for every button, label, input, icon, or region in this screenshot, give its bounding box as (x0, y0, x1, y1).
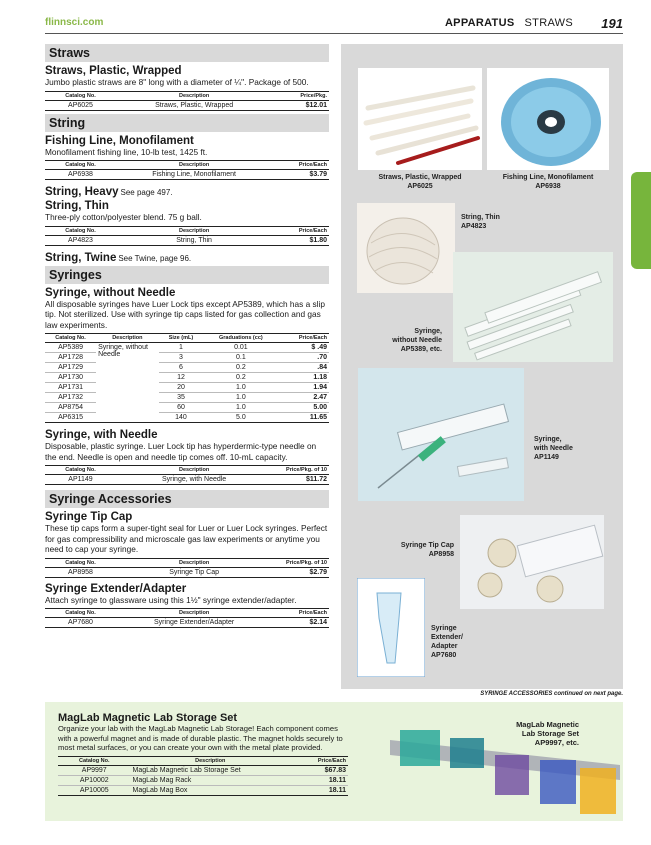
col-header: Catalog No. (45, 334, 96, 343)
price-table-thin (45, 226, 329, 246)
graduations: 1.0 (203, 403, 278, 413)
table-row (45, 235, 329, 245)
caption-line: AP8958 (428, 551, 454, 558)
price: $ .49 (278, 343, 329, 353)
product-title: Syringe, with Needle (45, 429, 158, 441)
description: Fishing Line, Monofilament (116, 170, 272, 180)
fishing-line-photo (487, 68, 609, 170)
caption-line: AP1149 (534, 454, 559, 461)
description: Syringe, with Needle (116, 475, 272, 485)
table-row (45, 100, 329, 110)
price: 5.00 (278, 403, 329, 413)
catalog-no: AP1149 (45, 475, 116, 485)
col-header: Catalog No. (58, 756, 131, 765)
col-header: Price/Each (272, 226, 329, 235)
caption-line: AP7680 (431, 652, 457, 659)
description: MagLab Mag Rack (131, 775, 291, 785)
col-header: Catalog No. (45, 226, 116, 235)
price-table-extender (45, 608, 329, 628)
price: 11.65 (278, 413, 329, 423)
col-header: Catalog No. (45, 609, 116, 618)
col-header: Description (116, 466, 272, 475)
price: $2.14 (272, 618, 329, 628)
size: 6 (159, 363, 204, 373)
catalog-no: AP10002 (58, 775, 131, 785)
product-desc: Attach syringe to glassware using this 1½" syringe extender/adapter. (45, 594, 297, 605)
syringes-without-needle-photo (453, 252, 613, 362)
graduations: 5.0 (203, 413, 278, 423)
table-row (45, 403, 329, 413)
maglab-box (45, 702, 623, 821)
table-row (45, 373, 329, 383)
product-title: Straws, Plastic, Wrapped (45, 65, 182, 77)
graduations: 0.2 (203, 373, 278, 383)
col-header: Description (116, 226, 272, 235)
section-tab (631, 172, 651, 269)
left-column (45, 44, 329, 631)
graduations: 0.01 (203, 343, 278, 353)
price: .70 (278, 353, 329, 363)
size: 1 (159, 343, 204, 353)
table-row (45, 353, 329, 363)
price: $67.83 (290, 765, 348, 775)
price-table-tipcap (45, 558, 329, 578)
catalog-no: AP9997 (58, 765, 131, 775)
product-desc: Three-ply cotton/polyester blend. 75 g ball. (45, 212, 202, 222)
table-row (58, 765, 348, 775)
caption-line: Straws, Plastic, Wrapped (378, 174, 462, 181)
caption-syringe-w (534, 435, 573, 462)
price: 18.11 (290, 775, 348, 785)
catalog-no: AP1728 (45, 353, 96, 363)
description: String, Thin (116, 235, 272, 245)
product-desc: Monofilament fishing line, 10-lb test, 1425 ft. (45, 146, 208, 157)
syringe-with-needle-photo (358, 368, 524, 501)
caption-line: AP6025 (407, 183, 433, 190)
col-header: Price/Each (272, 609, 329, 618)
section-bar-straws: Straws (45, 44, 329, 62)
product-title-twine (45, 252, 329, 264)
product-title: String, Thin (45, 200, 109, 212)
caption-line: Syringe Tip Cap (400, 542, 454, 549)
catalog-no: AP6938 (45, 170, 116, 180)
col-header: Price/Each (290, 756, 348, 765)
size: 12 (159, 373, 204, 383)
price: $1.80 (272, 235, 329, 245)
description: Straws, Plastic, Wrapped (116, 100, 272, 110)
col-header: Price/Each (272, 161, 329, 170)
caption-extender (431, 624, 463, 660)
graduations: 0.2 (203, 363, 278, 373)
straws-photo (358, 68, 482, 170)
header-category (445, 17, 573, 29)
col-header: Catalog No. (45, 161, 116, 170)
string-thin-photo (357, 203, 455, 293)
caption-line: AP5389, etc. (400, 346, 442, 353)
caption-fishing (487, 173, 609, 191)
caption-line: String, Thin (461, 214, 500, 221)
caption-line: Syringe, (414, 328, 442, 335)
graduations: 1.0 (203, 393, 278, 403)
col-header: Graduations (cc) (203, 334, 278, 343)
col-header: Description (131, 756, 291, 765)
caption-straws (358, 173, 482, 191)
caption-line: with Needle (534, 445, 573, 452)
price: 2.47 (278, 393, 329, 403)
price-table-straws (45, 91, 329, 111)
product-title: Fishing Line, Monofilament (45, 134, 194, 147)
table-row (45, 393, 329, 403)
section-bar-string: String (45, 114, 329, 132)
subcategory-label: STRAWS (524, 17, 573, 29)
category-label: APPARATUS (444, 17, 515, 29)
col-header: Price/Pkg. of 10 (272, 466, 329, 475)
price: $3.79 (272, 170, 329, 180)
price: 18.11 (290, 785, 348, 795)
caption-maglab (503, 720, 579, 747)
price-table-needle (45, 465, 329, 485)
price-table-maglab (58, 756, 348, 796)
see-ref: See page 497. (120, 188, 173, 197)
size: 35 (159, 393, 204, 403)
col-header: Description (116, 609, 272, 618)
catalog-no: AP8754 (45, 403, 96, 413)
tip-cap-photo (460, 515, 604, 609)
col-header: Description (96, 334, 158, 343)
product-desc: These tip caps form a super-tight seal for Luer or Luer Lock syringes. Perfect for gas compressibility and microscale gas law experiments or anytime you need to cap your syringe. (45, 523, 328, 554)
size: 60 (159, 403, 204, 413)
description: MagLab Mag Box (131, 785, 291, 795)
heavy-title: String, Heavy (45, 186, 119, 198)
caption-line: AP6938 (535, 183, 561, 190)
catalog-no: AP1732 (45, 393, 96, 403)
catalog-no: AP6025 (45, 100, 116, 110)
size: 20 (159, 383, 204, 393)
caption-line: Lab Storage Set (521, 729, 579, 738)
caption-line: without Needle (392, 337, 442, 344)
col-header: Price/Pkg. of 10 (272, 558, 329, 567)
description: MagLab Magnetic Lab Storage Set (131, 765, 291, 775)
caption-line: AP4823 (461, 223, 487, 230)
page-number: 191 (601, 16, 623, 31)
catalog-no: AP1730 (45, 373, 96, 383)
table-row (45, 618, 329, 628)
product-desc: Organize your lab with the MagLab Magnetic Lab Storage! Each component comes with a powerful magnet and is made of durable plastic. The magnet holds securely to most metal surfaces, or you can create your own with the metal plate provided. (58, 724, 343, 752)
product-desc: All disposable syringes have Luer Lock tips except AP5389, which has a slip tip. Not sterilized. Use with syringe tip caps listed for gas collection and gas law experiments. (45, 298, 325, 330)
extender-photo (357, 578, 425, 677)
caption-tipcap (390, 541, 454, 559)
description: Syringe Extender/Adapter (116, 618, 272, 628)
caption-line: MagLab Magnetic (516, 720, 579, 729)
catalog-no: AP1729 (45, 363, 96, 373)
size: 140 (159, 413, 204, 423)
col-header: Description (116, 91, 272, 100)
graduations: 0.1 (203, 353, 278, 363)
section-bar-accessories: Syringe Accessories (45, 490, 329, 508)
price: 1.94 (278, 383, 329, 393)
price: $12.01 (272, 100, 329, 110)
table-row (45, 567, 329, 577)
catalog-no: AP5389 (45, 343, 96, 353)
product-desc: Disposable, plastic syringe. Luer Lock tip has hyperdermic-type needle on the end. Needle is open and needle tip comes off. 10-mL capacity. (45, 441, 317, 462)
description: Syringe Tip Cap (116, 567, 272, 577)
description: Syringe, without Needle (96, 343, 158, 423)
table-row (58, 785, 348, 795)
table-row (45, 383, 329, 393)
col-header: Catalog No. (45, 558, 116, 567)
col-header: Description (116, 558, 272, 567)
see-ref: See Twine, page 96. (118, 253, 192, 263)
table-row (45, 363, 329, 373)
product-title: MagLab Magnetic Lab Storage Set (58, 712, 238, 724)
catalog-no: AP1731 (45, 383, 96, 393)
price-table-syringes (45, 333, 329, 423)
twine-title: String, Twine (45, 251, 117, 264)
col-header: Size (mL) (159, 334, 204, 343)
catalog-no: AP6315 (45, 413, 96, 423)
table-row (45, 413, 329, 423)
table-row (58, 775, 348, 785)
caption-line: Extender/ (431, 634, 463, 641)
caption-line: Syringe (431, 625, 457, 632)
caption-line: AP9997, etc. (534, 738, 579, 747)
page-header (0, 0, 651, 34)
col-header: Description (116, 161, 272, 170)
caption-line: Syringe, (534, 436, 562, 443)
catalog-no: AP4823 (45, 235, 116, 245)
price: $11.72 (272, 475, 329, 485)
product-desc: Jumbo plastic straws are 8" long with a diameter of ¼". Package of 500. (45, 77, 309, 87)
table-row (45, 170, 329, 180)
continued-note: SYRINGE ACCESSORIES continued on next page. (480, 691, 623, 697)
catalog-no: AP7680 (45, 618, 116, 628)
product-title-heavy (45, 186, 329, 198)
graduations: 1.0 (203, 383, 278, 393)
catalog-no: AP10005 (58, 785, 131, 795)
header-rule (45, 33, 623, 34)
col-header: Catalog No. (45, 91, 116, 100)
table-row (45, 475, 329, 485)
site-url[interactable]: flinnsci.com (45, 17, 104, 28)
col-header: Price/Each (278, 334, 329, 343)
col-header: Catalog No. (45, 466, 116, 475)
product-title: Syringe Tip Cap (45, 511, 133, 523)
maglab-text (58, 710, 348, 799)
price: $2.79 (272, 567, 329, 577)
caption-thin (461, 213, 500, 231)
size: 3 (159, 353, 204, 363)
col-header: Price/Pkg. (272, 91, 329, 100)
price: 1.18 (278, 373, 329, 383)
product-title: Syringe, without Needle (45, 286, 176, 299)
caption-line: Adapter (431, 643, 458, 650)
section-bar-syringes: Syringes (45, 266, 329, 284)
caption-syringe-wo (380, 327, 442, 354)
caption-line: Fishing Line, Monofilament (502, 174, 594, 181)
table-row (45, 343, 329, 353)
catalog-no: AP8958 (45, 567, 116, 577)
product-title: Syringe Extender/Adapter (45, 582, 187, 595)
price: .84 (278, 363, 329, 373)
price-table-fishing (45, 160, 329, 180)
